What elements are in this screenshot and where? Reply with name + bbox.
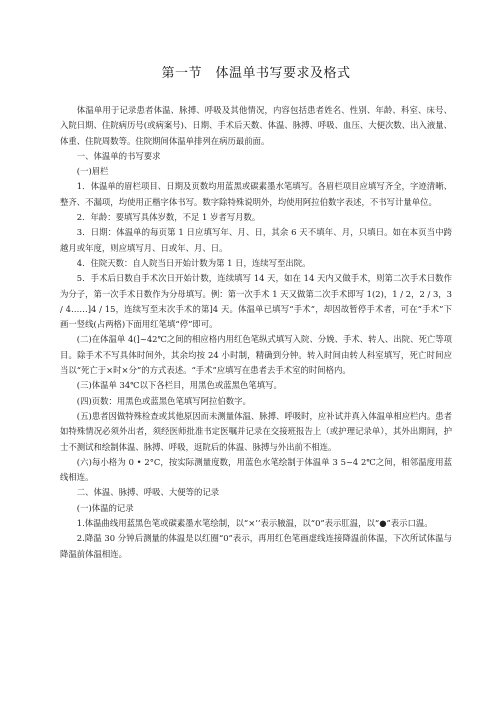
paragraph: 5．手术后日数自手术次日开始计数，连续填写 14 天，如在 14 天内又做手术，则第二次手术日数作为分子，第一次手术日数作为分母填写。例：第一次手术 1 天又做第二次手术即写 1(2)，1 / 2，2 / 3，3 / 4……]4 / 15，连续写至末次手术的第]4 天。体温单已填写“手术”，却因故暂停手术者，可在“手术”下画一竖线(占两格)下面用红笔填“停”即可。: [60, 273, 452, 330]
paragraph: 3．日期：体温单的每页第 1 日应填写年、月、日，其余 6 天不填年、月，只填日。如在本页当中跨越月或年度，则应填写月、日或年、月、日。: [60, 227, 452, 253]
paragraph: 2．年龄：要填写具体岁数，不足 1 岁者写月数。: [76, 212, 261, 223]
paragraph: 2.降温 30 分钟后测量的体温是以红圈“0”表示，再用红色笔画虚线连接降温前体温，下次所试体温与降温前体温相连。: [60, 533, 452, 559]
paragraph: (六)每小格为 0 • 2°C，按实际测量度数，用蓝色水笔绘制于体温单 3 5~4 2℃之间，相邻温度用蓝线相连。: [60, 456, 452, 483]
subsection-heading: (一)体温的记录: [76, 502, 134, 513]
section-heading: 二、体温、脉搏、呼吸、大便等的记录: [76, 487, 220, 498]
paragraph: 体温单用于记录患者体温、脉搏、呼吸及其他情况，内容包括患者姓名、性别、年龄、科室、床号、入院日期、住院病历号(或病案号)、日期、手术后天数、体温、脉搏、呼吸、血压、大便次数、出入液量、体重、住院周数等。住院期间体温单排列在病历最前面。: [60, 105, 452, 146]
subsection-heading: (一)眉栏: [76, 166, 109, 177]
paragraph: 1．体温单的眉栏项目、日期及页数均用蓝黑或碳素墨水笔填写。各眉栏项目应填写齐全，字迹清晰、整齐、不漏项，均使用正楷字体书写。数字除特殊说明外，均使用阿拉伯数字表述，不书写计量单位。: [60, 181, 452, 207]
paragraph: 1.体温曲线用蓝黑色笔或碳素墨水笔绘制，以“×’’表示腋温，以“0”表示肛温，以“●”表示口温。: [76, 518, 433, 529]
section-heading: 一、体温单的书写要求: [76, 150, 161, 161]
paragraph: (五)患者因做特殊检查或其他原因而未测量体温、脉搏、呼吸时，应补试并真入体温单相应栏内。患者如特殊情况必须外出者，须经医师批准书定医嘱并记录在交接班报告上（或护理记录单），其外出期间，护士不测试和绘制体温、脉搏、呼吸，返院后的体温、脉搏与外出前不相连。: [60, 410, 452, 452]
paragraph: (二)在体温单 4(]~42℃之间的相应格内用红色笔纵式填写入院、分娩、手术、转人、出院、死亡等项目。除手术不写具体时间外，其余均按 24 小时制，精确到分钟。转入时间由转人科室填写，死亡时间应当以“死亡于×时×分”的方式表述。“手术”应填写在患者去手术室的时间格内。: [60, 334, 452, 376]
paragraph: (四)页数：用黑色或蓝黑色笔填写阿拉伯数字。: [76, 395, 251, 406]
paragraph: (三)体温单 34℃以下各栏目，用黑色或蓝黑色笔填写。: [76, 380, 282, 391]
document-body: [60, 103, 452, 562]
page-title: 第一节 体温单书写要求及格式: [161, 66, 351, 81]
paragraph: 4．住院天数：自人院当日开始计数为第 1 日，连续写至出院。: [76, 257, 311, 268]
